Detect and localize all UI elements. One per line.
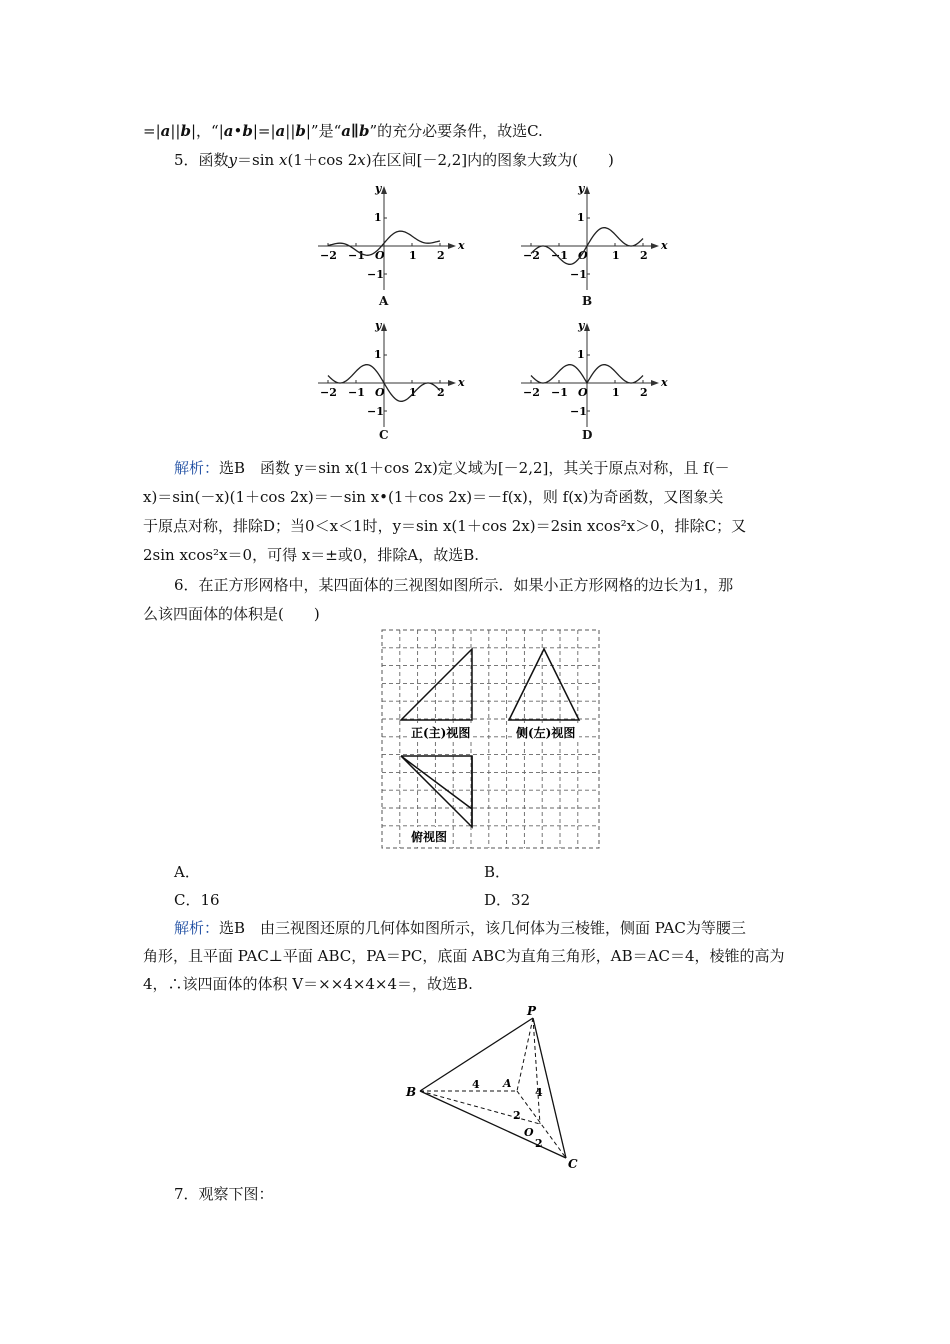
text-line: =|a||b|，“|a•b|=|a||b|”是“a∥b”的充分必要条件，故选C. <box>143 122 543 140</box>
tick-label-y-1: 1 <box>577 211 585 224</box>
option-a: A． <box>174 863 200 881</box>
top-view-label: 俯视图 <box>411 830 448 844</box>
front-view-label: 正(主)视图 <box>411 726 471 740</box>
label-p: P <box>527 1004 537 1018</box>
q6-analysis-3: 4，∴该四面体的体积 V＝××4×4×4＝，故选B. <box>143 975 473 993</box>
graph-label-c: C <box>379 428 389 442</box>
graph-label-b: B <box>582 294 593 308</box>
q5-analysis-2: x)＝sin(－x)(1＋cos 2x)＝－sin x•(1＋cos 2x)＝－f(x)，则 f(x)为奇函数，又图象关 <box>143 488 724 506</box>
tick-label-x-1: 1 <box>409 249 417 262</box>
tick-label-y-neg1: −1 <box>367 405 384 418</box>
origin-label: O <box>578 249 588 262</box>
tick-label-x-2: 2 <box>640 386 648 399</box>
axis-label-y: y <box>375 319 382 332</box>
label-len-oc: 2 <box>535 1137 543 1150</box>
origin-label: O <box>375 386 385 399</box>
origin-label: O <box>375 249 385 262</box>
tick-label-x-2: 2 <box>640 249 648 262</box>
side-view-triangle <box>509 649 579 720</box>
label-a: A <box>503 1077 512 1090</box>
q5-analysis-1: 解析：选B 函数 y＝sin x(1＋cos 2x)定义域为[－2,2]，其关于原点对称，且 f(－ <box>174 459 730 477</box>
graph-label-d: D <box>582 428 593 442</box>
tick-label-x-neg2: −2 <box>320 386 337 399</box>
tick-label-x-neg1: −1 <box>348 249 365 262</box>
tick-label-y-1: 1 <box>374 348 382 361</box>
label-o: O <box>524 1126 534 1139</box>
tick-label-x-1: 1 <box>612 249 620 262</box>
pyramid-diagram <box>400 1002 600 1172</box>
option-d: D．32 <box>484 891 531 909</box>
axis-label-x: x <box>661 376 668 389</box>
question-7-stem: 7．观察下图： <box>174 1185 274 1203</box>
top-view-shape <box>401 756 472 827</box>
axis-label-y: y <box>578 182 585 195</box>
tick-label-y-neg1: −1 <box>367 268 384 281</box>
q6-analysis-1: 解析：选B 由三视图还原的几何体如图所示，该几何体为三棱锥，侧面 PAC为等腰三 <box>174 919 746 937</box>
option-c: C．16 <box>174 891 220 909</box>
tick-label-x-neg1: −1 <box>348 386 365 399</box>
tick-label-x-neg1: −1 <box>551 386 568 399</box>
question-6-stem-2: 么该四面体的体积是( ) <box>143 605 320 623</box>
tick-label-x-neg2: −2 <box>523 249 540 262</box>
graph-label-a: A <box>379 294 389 308</box>
label-len-pa: 4 <box>535 1086 543 1099</box>
tick-label-y-neg1: −1 <box>570 268 587 281</box>
tick-label-x-2: 2 <box>437 386 445 399</box>
tick-label-y-1: 1 <box>577 348 585 361</box>
tick-label-x-1: 1 <box>409 386 417 399</box>
tick-label-x-neg2: −2 <box>320 249 337 262</box>
axis-label-x: x <box>458 376 465 389</box>
label-b: B <box>406 1085 417 1099</box>
question-5-stem: 5．函数y＝sin x(1＋cos 2x)在区间[－2,2]内的图象大致为( ) <box>174 151 614 169</box>
label-len-ao: 2 <box>513 1109 521 1122</box>
side-view-label: 侧(左)视图 <box>516 726 576 740</box>
label-len-ba: 4 <box>472 1078 480 1091</box>
axis-label-y: y <box>375 182 382 195</box>
q5-analysis-4: 2sin xcos²x＝0，可得 x＝±或0，排除A，故选B. <box>143 546 480 564</box>
q6-analysis-2: 角形，且平面 PAC⊥平面 ABC，PA＝PC，底面 ABC为直角三角形，AB＝AC＝4，棱锥的高为 <box>143 947 785 965</box>
axis-label-y: y <box>578 319 585 332</box>
three-view-diagram <box>381 629 601 851</box>
tick-label-x-neg1: −1 <box>551 249 568 262</box>
tick-label-x-2: 2 <box>437 249 445 262</box>
axis-label-x: x <box>661 239 668 252</box>
front-view-triangle <box>401 649 472 720</box>
question-6-stem-1: 6．在正方形网格中，某四面体的三视图如图所示．如果小正方形网格的边长为1，那 <box>174 576 734 594</box>
tick-label-x-1: 1 <box>612 386 620 399</box>
q5-analysis-3: 于原点对称，排除D；当0＜x＜1时，y＝sin x(1＋cos 2x)＝2sin xcos²x＞0，排除C；又 <box>143 517 747 535</box>
axis-label-x: x <box>458 239 465 252</box>
tick-label-x-neg2: −2 <box>523 386 540 399</box>
option-b: B． <box>484 863 511 881</box>
tick-label-y-neg1: −1 <box>570 405 587 418</box>
origin-label: O <box>578 386 588 399</box>
tick-label-y-1: 1 <box>374 211 382 224</box>
label-c: C <box>568 1157 578 1171</box>
